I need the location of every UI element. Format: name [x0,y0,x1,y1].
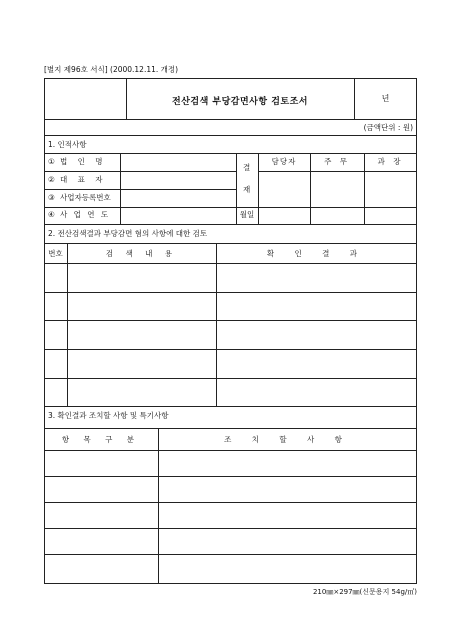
col-header-confirm-result: 확 인 결 과 [266,249,367,258]
approval-col-manager: 과 장 [377,157,404,166]
sign-manager[interactable] [365,172,416,206]
document-title: 전산검색 부당감면사항 검토조서 [172,97,308,107]
form-header: [별지 제96호 서식] (2000.12.11. 개정) [44,65,179,74]
sign-staff[interactable] [259,172,309,206]
unit-note: (금액단위 : 원) [363,123,413,132]
biz-reg-no-field[interactable] [121,190,235,206]
corp-name-field[interactable] [121,154,235,170]
approval-col-chief: 주 무 [324,157,350,166]
approval-label-1: 결 [243,163,251,172]
field-num-4: ④ [48,210,55,219]
field-label-biz-reg-no: 사업자등록번호 [60,193,111,202]
sign-chief[interactable] [311,172,363,206]
section1-heading: 1. 인적사항 [48,140,87,149]
approval-col-staff: 담당자 [271,157,297,166]
field-num-2: ② [48,175,55,184]
date-label: 월일 [239,210,255,219]
col-header-number: 번호 [48,249,63,258]
fiscal-year-field[interactable] [121,208,235,223]
field-label-fiscal-year: 사 업 연 도 [60,210,111,219]
representative-field[interactable] [121,172,235,188]
section2-heading: 2. 전산검색결과 부당감면 혐의 사항에 대한 검토 [48,229,208,238]
field-label-corp-name: 법 인 명 [60,157,107,166]
approval-label-2: 재 [243,185,251,194]
section3-heading: 3. 확인결과 조치할 사항 및 특기사항 [48,411,169,420]
paper-spec-footer: 210㎜×297㎜(신문용지 54g/㎡) [312,588,417,596]
year-label: 년 [381,94,390,103]
col-header-search-content: 검 색 내 용 [105,249,178,258]
col-header-action-items: 조 치 할 사 항 [224,435,351,444]
field-num-3: ③ [48,193,55,202]
field-num-1: ① [48,157,55,166]
field-label-representative: 대 표 자 [60,175,107,184]
col-header-item-category: 항 목 구 분 [61,435,141,444]
